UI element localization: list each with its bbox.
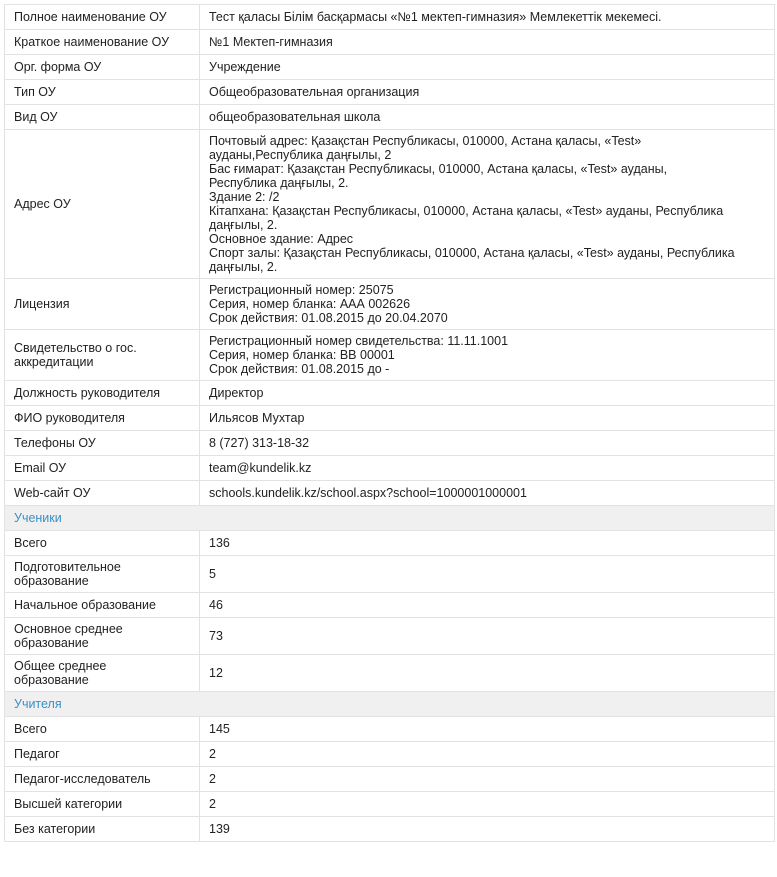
row-teachers-pedagogue — [5, 742, 775, 767]
value-short-name: №1 Мектеп-гимназия — [200, 30, 775, 55]
label-license: Лицензия — [5, 279, 200, 330]
accreditation-line: Срок действия: 01.08.2015 до - — [209, 362, 390, 376]
row-students-preparatory — [5, 556, 775, 593]
value-full-name: Тест қаласы Білім басқармасы «№1 мектеп-гимназия» Мемлекеттік мекемесі. — [200, 5, 775, 30]
label-line: образование — [14, 636, 89, 650]
row-students-basic-secondary — [5, 618, 775, 655]
section-teachers-title: Учителя — [5, 692, 775, 717]
value-website: schools.kundelik.kz/school.aspx?school=1000001000001 — [200, 481, 775, 506]
label-teachers-highest: Высшей категории — [5, 792, 200, 817]
row-teachers-total — [5, 717, 775, 742]
label-students-preparatory — [5, 556, 200, 593]
address-line: Здание 2: /2 — [209, 190, 280, 204]
accreditation-line: Регистрационный номер свидетельства: 11.11.1001 — [209, 334, 509, 348]
row-students-primary — [5, 593, 775, 618]
address-line: Основное здание: Адрес — [209, 232, 354, 246]
row-students-general-secondary — [5, 655, 775, 692]
row-address — [5, 130, 775, 279]
row-type — [5, 80, 775, 105]
value-students-primary: 46 — [200, 593, 775, 618]
address-line: Спорт залы: Қазақстан Республикасы, 010000, Астана қаласы, «Test» ауданы, Республика — [209, 246, 735, 260]
address-line: даңғылы, 2. — [209, 218, 278, 232]
row-students-total — [5, 531, 775, 556]
section-students-title: Ученики — [5, 506, 775, 531]
value-accreditation — [200, 330, 775, 381]
row-full-name — [5, 5, 775, 30]
accreditation-line: Серия, номер бланка: ВВ 00001 — [209, 348, 395, 362]
row-phones — [5, 431, 775, 456]
address-line: Бас ғимарат: Қазақстан Республикасы, 010000, Астана қаласы, «Test» ауданы, — [209, 162, 668, 176]
value-head-name: Ильясов Мухтар — [200, 406, 775, 431]
label-teachers-researcher: Педагог-исследователь — [5, 767, 200, 792]
license-line: Срок действия: 01.08.2015 до 20.04.2070 — [209, 311, 448, 325]
value-teachers-researcher: 2 — [200, 767, 775, 792]
label-line: Подготовительное — [14, 560, 121, 574]
license-line: Регистрационный номер: 25075 — [209, 283, 394, 297]
row-teachers-no-category — [5, 817, 775, 842]
value-license — [200, 279, 775, 330]
row-teachers-highest — [5, 792, 775, 817]
label-line: Общее среднее — [14, 659, 107, 673]
value-teachers-no-category: 139 — [200, 817, 775, 842]
label-line: образование — [14, 673, 89, 687]
value-phones: 8 (727) 313-18-32 — [200, 431, 775, 456]
label-teachers-pedagogue: Педагог — [5, 742, 200, 767]
address-line: даңғылы, 2. — [209, 260, 278, 274]
accreditation-label-line: Свидетельство о гос. — [14, 341, 137, 355]
row-accreditation — [5, 330, 775, 381]
address-line: Почтовый адрес: Қазақстан Республикасы, 010000, Астана қаласы, «Test» — [209, 134, 642, 148]
address-line: ауданы,Республика даңғылы, 2 — [209, 148, 392, 162]
label-email: Email ОУ — [5, 456, 200, 481]
value-students-general-secondary: 12 — [200, 655, 775, 692]
address-line: Республика даңғылы, 2. — [209, 176, 349, 190]
row-head-position — [5, 381, 775, 406]
value-teachers-highest: 2 — [200, 792, 775, 817]
label-teachers-no-category: Без категории — [5, 817, 200, 842]
label-website: Web-сайт ОУ — [5, 481, 200, 506]
label-students-general-secondary — [5, 655, 200, 692]
value-kind: общеобразовательная школа — [200, 105, 775, 130]
label-line: образование — [14, 574, 89, 588]
license-line: Серия, номер бланка: ААА 002626 — [209, 297, 411, 311]
label-phones: Телефоны ОУ — [5, 431, 200, 456]
label-line: Основное среднее — [14, 622, 123, 636]
label-teachers-total: Всего — [5, 717, 200, 742]
label-kind: Вид ОУ — [5, 105, 200, 130]
value-students-preparatory: 5 — [200, 556, 775, 593]
row-kind — [5, 105, 775, 130]
label-accreditation — [5, 330, 200, 381]
row-license — [5, 279, 775, 330]
row-website — [5, 481, 775, 506]
school-info-table — [4, 4, 775, 842]
value-org-form: Учреждение — [200, 55, 775, 80]
value-teachers-total: 145 — [200, 717, 775, 742]
label-students-basic-secondary — [5, 618, 200, 655]
label-head-position: Должность руководителя — [5, 381, 200, 406]
label-students-total: Всего — [5, 531, 200, 556]
value-head-position: Директор — [200, 381, 775, 406]
row-org-form — [5, 55, 775, 80]
value-teachers-pedagogue: 2 — [200, 742, 775, 767]
value-students-basic-secondary: 73 — [200, 618, 775, 655]
value-students-total: 136 — [200, 531, 775, 556]
row-short-name — [5, 30, 775, 55]
label-full-name: Полное наименование ОУ — [5, 5, 200, 30]
row-email — [5, 456, 775, 481]
value-email: team@kundelik.kz — [200, 456, 775, 481]
row-teachers-researcher — [5, 767, 775, 792]
value-address — [200, 130, 775, 279]
label-type: Тип ОУ — [5, 80, 200, 105]
section-students — [5, 506, 775, 531]
label-students-primary: Начальное образование — [5, 593, 200, 618]
label-org-form: Орг. форма ОУ — [5, 55, 200, 80]
accreditation-label-line: аккредитации — [14, 355, 94, 369]
address-line: Кітапхана: Қазақстан Республикасы, 010000, Астана қаласы, «Test» ауданы, Республика — [209, 204, 724, 218]
label-short-name: Краткое наименование ОУ — [5, 30, 200, 55]
label-address: Адрес ОУ — [5, 130, 200, 279]
value-type: Общеобразовательная организация — [200, 80, 775, 105]
row-head-name — [5, 406, 775, 431]
label-head-name: ФИО руководителя — [5, 406, 200, 431]
section-teachers — [5, 692, 775, 717]
